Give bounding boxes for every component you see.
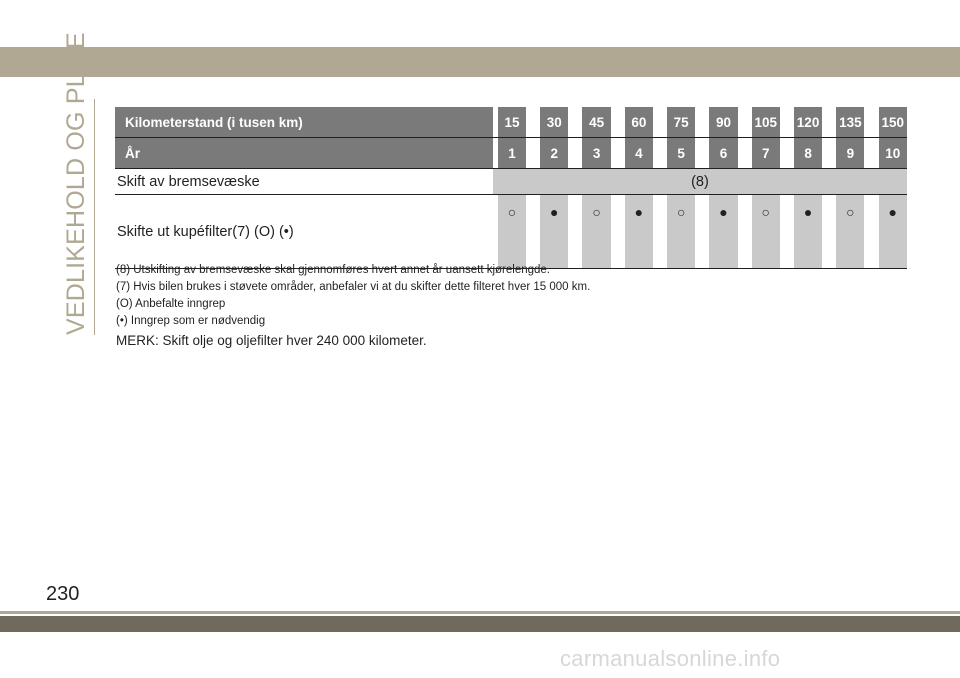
km-cell: 90 xyxy=(709,107,737,138)
year-cell: 2 xyxy=(540,138,568,169)
km-row-label: Kilometerstand (i tusen km) xyxy=(115,107,493,138)
cabin-filter-mark: ● xyxy=(794,195,822,269)
km-cell: 150 xyxy=(879,107,907,138)
bottom-rule xyxy=(0,611,960,614)
cabin-filter-mark: ○ xyxy=(582,195,610,269)
cabin-filter-mark: ○ xyxy=(498,195,526,269)
year-cell: 4 xyxy=(625,138,653,169)
brake-fluid-interval: (8) xyxy=(493,169,907,195)
footnote-cabin-filter: (7) Hvis bilen brukes i støvete områder, anbefaler vi at du skifter dette filteret hver 15 000 km. xyxy=(116,281,591,293)
year-cell: 1 xyxy=(498,138,526,169)
table-row-years xyxy=(115,138,907,169)
cabin-filter-mark: ○ xyxy=(752,195,780,269)
top-color-band xyxy=(0,47,960,77)
km-cell: 30 xyxy=(540,107,568,138)
km-cell: 15 xyxy=(498,107,526,138)
section-side-title xyxy=(48,32,104,335)
km-cell: 120 xyxy=(794,107,822,138)
brake-fluid-label: Skift av bremsevæske xyxy=(115,169,493,195)
table-footnotes xyxy=(116,262,916,350)
cabin-filter-label: Skifte ut kupéfilter(7) (O) (•) xyxy=(115,195,493,269)
maintenance-schedule-table xyxy=(115,107,907,269)
km-cell: 60 xyxy=(625,107,653,138)
cabin-filter-mark: ● xyxy=(540,195,568,269)
bottom-color-band xyxy=(0,616,960,632)
section-side-title-text: VEDLIKEHOLD OG PLEIE xyxy=(62,32,90,335)
cabin-filter-mark: ● xyxy=(709,195,737,269)
years-row-label: År xyxy=(115,138,493,169)
km-cell: 75 xyxy=(667,107,695,138)
cabin-filter-mark: ○ xyxy=(667,195,695,269)
side-title-rule xyxy=(94,99,95,335)
footnote-brake-fluid: (8) Utskifting av bremsevæske skal gjennomføres hvert annet år uansett kjørelengde. xyxy=(116,264,550,276)
km-cell: 105 xyxy=(752,107,780,138)
page-number: 230 xyxy=(46,583,80,605)
footnote-required: (•) Inngrep som er nødvendig xyxy=(116,315,266,327)
note-oil-change: MERK: Skift olje og oljefilter hver 240 000 kilometer. xyxy=(116,333,427,348)
year-cell: 9 xyxy=(836,138,864,169)
table-row-km xyxy=(115,107,907,138)
year-cell: 7 xyxy=(752,138,780,169)
year-cell: 6 xyxy=(709,138,737,169)
year-cell: 8 xyxy=(794,138,822,169)
table-row-cabin-filter xyxy=(115,195,907,269)
cabin-filter-mark: ● xyxy=(625,195,653,269)
cabin-filter-mark: ○ xyxy=(836,195,864,269)
watermark-text: carmanualsonline.info xyxy=(560,646,781,671)
km-cell: 45 xyxy=(582,107,610,138)
year-cell: 3 xyxy=(582,138,610,169)
year-cell: 5 xyxy=(667,138,695,169)
table-row-brake-fluid xyxy=(115,169,907,195)
footnote-recommended: (O) Anbefalte inngrep xyxy=(116,298,226,310)
km-cell: 135 xyxy=(836,107,864,138)
cabin-filter-mark: ● xyxy=(879,195,907,269)
year-cell: 10 xyxy=(879,138,907,169)
